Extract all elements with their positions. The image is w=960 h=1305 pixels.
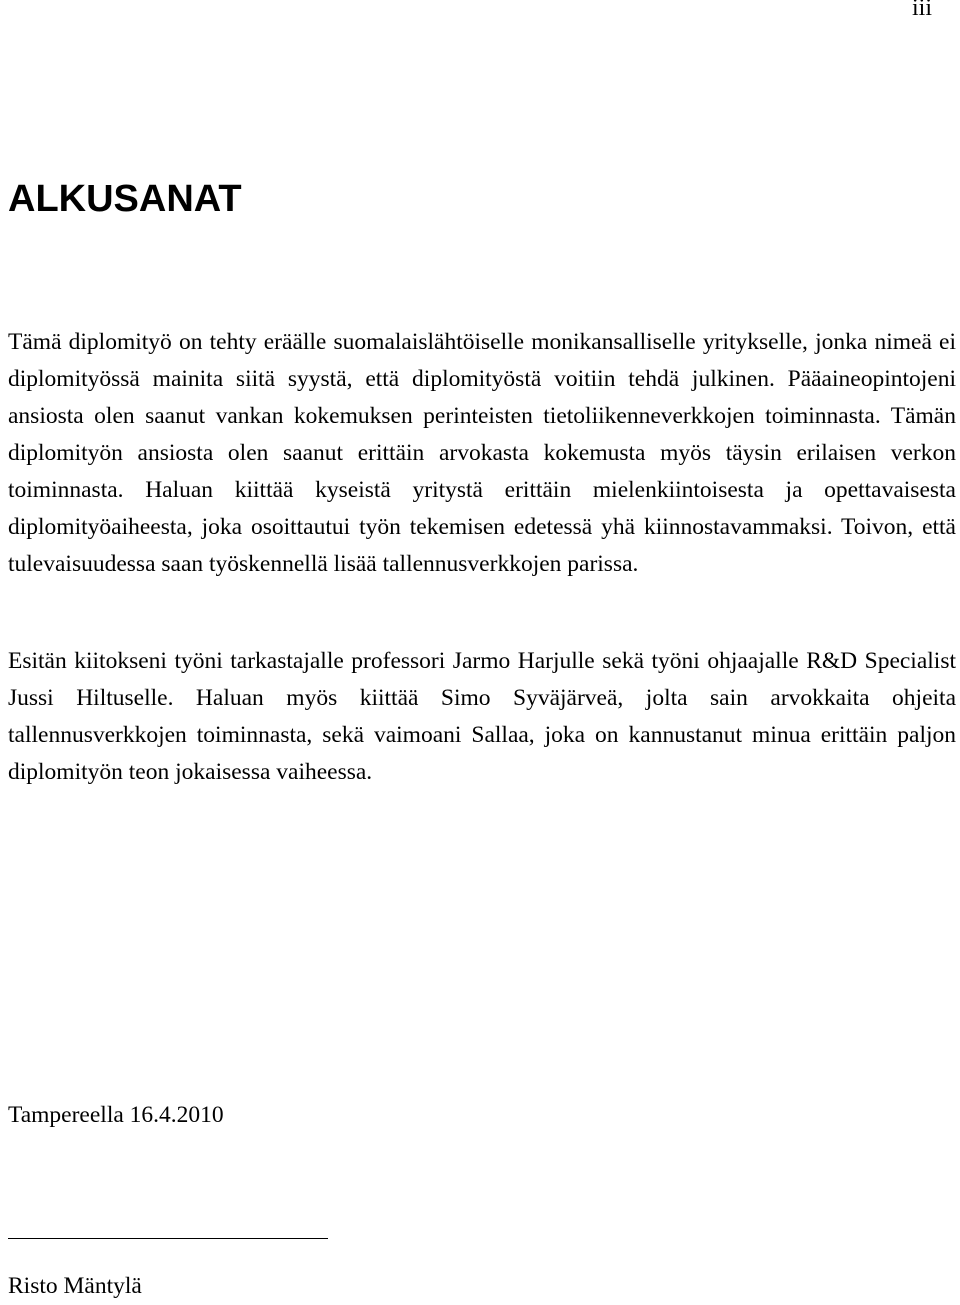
section-heading: ALKUSANAT: [8, 178, 242, 220]
place-and-date: Tampereella 16.4.2010: [8, 1102, 224, 1128]
signer-name: Risto Mäntylä: [8, 1273, 142, 1299]
paragraph-acknowledgement-people: Esitän kiitokseni työni tarkastajalle professori Jarmo Harjulle sekä työni ohjaajalle R&D Specialist Jussi Hiltuselle. Haluan myös kiittää Simo Syväjärveä, jolta sain arvokkaita ohjeita tallennusverkkojen toiminnasta, sekä vaimoani Sallaa, joka on kannustanut minua erittäin paljon diplomityön teon jokaisessa vaiheessa.: [8, 648, 956, 785]
signature-line: [8, 1238, 328, 1239]
page-number: iii: [911, 0, 932, 21]
paragraph-acknowledgement-company: Tämä diplomityö on tehty eräälle suomalaislähtöiselle monikansalliselle yritykselle, jonka nimeä ei diplomityössä mainita siitä syystä, että diplomityöstä voitiin tehdä julkinen. Pääaineopintojeni ansiosta olen saanut vankan kokemuksen perinteisten tietoliikenneverkkojen toiminnasta. Tämän diplomityön ansiosta olen saanut erittäin arvokasta kokemusta myös täysin erilaisen verkon toiminnasta. Haluan kiittää kyseistä yritystä erittäin mielenkiintoisesta ja opettavaisesta diplomityöaiheesta, joka osoittautui työn tekemisen edetessä yhä kiinnostavammaksi. Toivon, että tulevaisuudessa saan työskennellä lisää tallennusverkkojen parissa.: [8, 329, 956, 577]
